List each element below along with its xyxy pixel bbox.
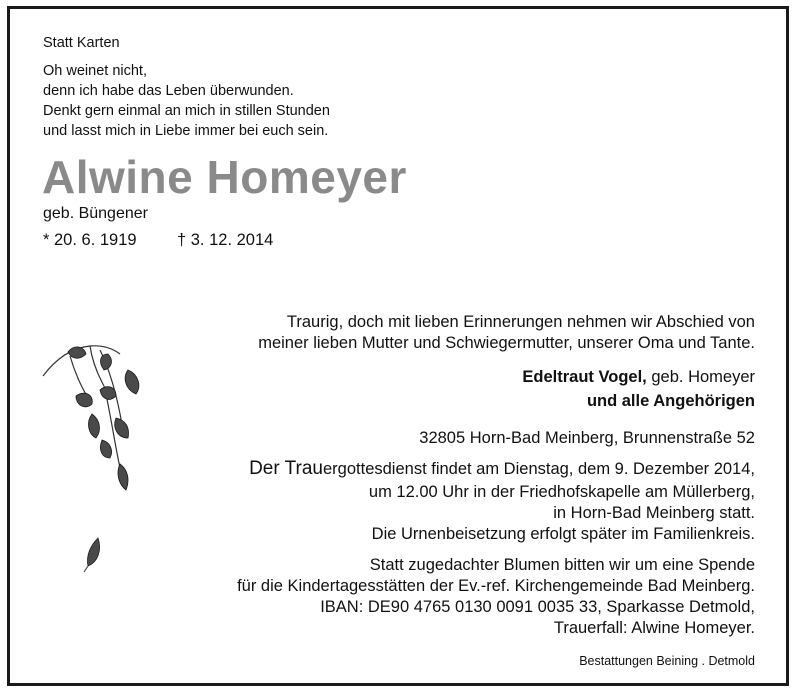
service-lead-rest: ergottesdienst findet am Dienstag, dem 9. Dezember 2014,	[323, 460, 755, 478]
birth-date: * 20. 6. 1919	[43, 231, 137, 249]
deceased-name: Alwine Homeyer	[42, 151, 407, 203]
donation-line: Statt zugedachter Blumen bitten wir um eine Spende	[369, 556, 755, 574]
mourner-primary	[522, 367, 755, 388]
death-date: † 3. 12. 2014	[177, 231, 274, 249]
service-line	[249, 458, 755, 480]
mourner-primary-suffix: geb. Homeyer	[646, 368, 755, 386]
mourner-primary-name: Edeltraut Vogel,	[522, 368, 647, 386]
service-line: Die Urnenbeisetzung erfolgt später im Familienkreis.	[371, 525, 755, 543]
funeral-home-credit: Bestattungen Beining . Detmold	[579, 654, 755, 668]
donation-line: IBAN: DE90 4765 0130 0091 0035 33, Sparkasse Detmold,	[320, 598, 755, 616]
farewell-line: meiner lieben Mutter und Schwiegermutter, unserer Oma und Tante.	[258, 334, 755, 352]
maiden-name: geb. Büngener	[43, 205, 148, 222]
poem-line: Oh weinet nicht,	[43, 63, 147, 79]
poem-line: und lasst mich in Liebe immer bei euch sein.	[43, 123, 329, 139]
service-line: um 12.00 Uhr in der Friedhofskapelle am Müllerberg,	[368, 483, 755, 501]
donation-line: Trauerfall: Alwine Homeyer.	[553, 619, 755, 637]
service-line: in Horn-Bad Meinberg statt.	[553, 504, 755, 522]
poem	[43, 61, 330, 141]
donation-line: für die Kindertagesstätten der Ev.-ref. Kirchengemeinde Bad Meinberg.	[237, 577, 755, 595]
poem-line: Denkt gern einmal an mich in stillen Stunden	[43, 103, 330, 119]
mourners-others: und alle Angehörigen	[586, 392, 755, 410]
farewell-line: Traurig, doch mit lieben Erinnerungen nehmen wir Abschied von	[286, 313, 755, 331]
service-lead-big: Der Trau	[249, 458, 323, 479]
poem-line: denn ich habe das Leben überwunden.	[43, 83, 294, 99]
intro-text: Statt Karten	[43, 35, 120, 51]
hanging-leaves-branch-icon	[40, 340, 150, 585]
mourners-address: 32805 Horn-Bad Meinberg, Brunnenstraße 52	[419, 429, 755, 447]
